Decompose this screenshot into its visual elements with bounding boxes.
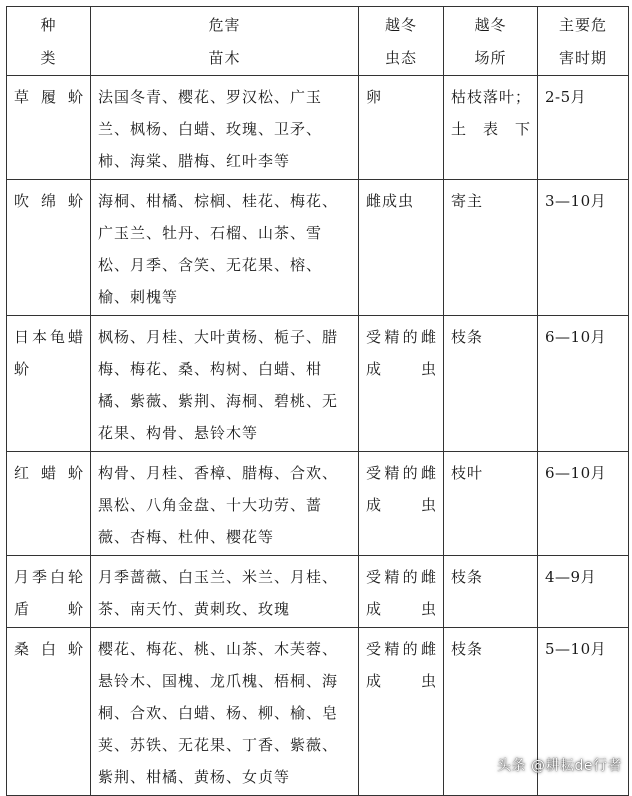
cell-hosts: 法国冬青、樱花、罗汉松、广玉兰、枫杨、白蜡、玫瑰、卫矛、柿、海棠、腊梅、红叶李等 (91, 76, 359, 180)
cell-place: 枝条 (444, 316, 538, 452)
cell-hosts: 构骨、月桂、香樟、腊梅、合欢、黑松、八角金盘、十大功劳、蔷薇、杏梅、杜仲、樱花等 (91, 452, 359, 556)
cell-period: 6—10月 (538, 316, 629, 452)
header-type-line1: 种 (40, 16, 57, 34)
table-row (7, 316, 629, 452)
cell-stage: 卵 (359, 76, 444, 180)
header-hosts (91, 7, 359, 76)
cell-stage: 雌成虫 (359, 180, 444, 316)
pest-table (6, 6, 629, 796)
header-row (7, 7, 629, 76)
header-type (7, 7, 91, 76)
cell-type: 桑白蚧 (7, 628, 91, 796)
cell-period: 5—10月 (538, 628, 629, 796)
header-place-line2: 场所 (474, 49, 507, 67)
header-period-line2: 害时期 (558, 49, 607, 67)
cell-place: 枝条 (444, 556, 538, 628)
cell-type: 红蜡蚧 (7, 452, 91, 556)
cell-period: 3—10月 (538, 180, 629, 316)
table-row (7, 180, 629, 316)
cell-stage: 受精的雌成虫 (359, 452, 444, 556)
cell-place: 寄主 (444, 180, 538, 316)
cell-stage: 受精的雌成虫 (359, 556, 444, 628)
cell-place: 枝叶 (444, 452, 538, 556)
header-period-line1: 主要危 (558, 16, 607, 34)
cell-type: 月季白轮盾蚧 (7, 556, 91, 628)
header-place (444, 7, 538, 76)
header-stage (359, 7, 444, 76)
cell-stage: 受精的雌成虫 (359, 316, 444, 452)
header-hosts-line2: 苗木 (208, 49, 241, 67)
cell-type: 草履蚧 (7, 76, 91, 180)
cell-hosts: 海桐、柑橘、棕榈、桂花、梅花、广玉兰、牡丹、石榴、山茶、雪松、月季、含笑、无花果、榕、榆、刺槐等 (91, 180, 359, 316)
cell-period: 6—10月 (538, 452, 629, 556)
table-row (7, 452, 629, 556)
cell-hosts: 枫杨、月桂、大叶黄杨、栀子、腊梅、梅花、桑、构树、白蜡、柑橘、紫薇、紫荆、海桐、碧桃、无花果、构骨、悬铃木等 (91, 316, 359, 452)
cell-period: 4—9月 (538, 556, 629, 628)
header-period (538, 7, 629, 76)
cell-hosts: 樱花、梅花、桃、山茶、木芙蓉、悬铃木、国槐、龙爪槐、梧桐、海桐、合欢、白蜡、杨、柳、榆、皂荚、苏铁、无花果、丁香、紫薇、紫荆、柑橘、黄杨、女贞等 (91, 628, 359, 796)
header-hosts-line1: 危害 (208, 16, 241, 34)
header-type-line2: 类 (40, 49, 57, 67)
cell-place: 枯枝落叶；土表下 (444, 76, 538, 180)
table-row (7, 76, 629, 180)
header-stage-line2: 虫态 (384, 49, 417, 67)
watermark: 头条 @耕耘de行者 (497, 758, 622, 774)
cell-type: 日本龟蜡蚧 (7, 316, 91, 452)
cell-stage: 受精的雌成虫 (359, 628, 444, 796)
cell-place: 枝条 (444, 628, 538, 796)
table-row (7, 556, 629, 628)
header-stage-line1: 越冬 (384, 16, 417, 34)
header-place-line1: 越冬 (474, 16, 507, 34)
cell-type: 吹绵蚧 (7, 180, 91, 316)
cell-hosts: 月季蔷薇、白玉兰、米兰、月桂、茶、南天竹、黄刺玫、玫瑰 (91, 556, 359, 628)
cell-period: 2-5月 (538, 76, 629, 180)
